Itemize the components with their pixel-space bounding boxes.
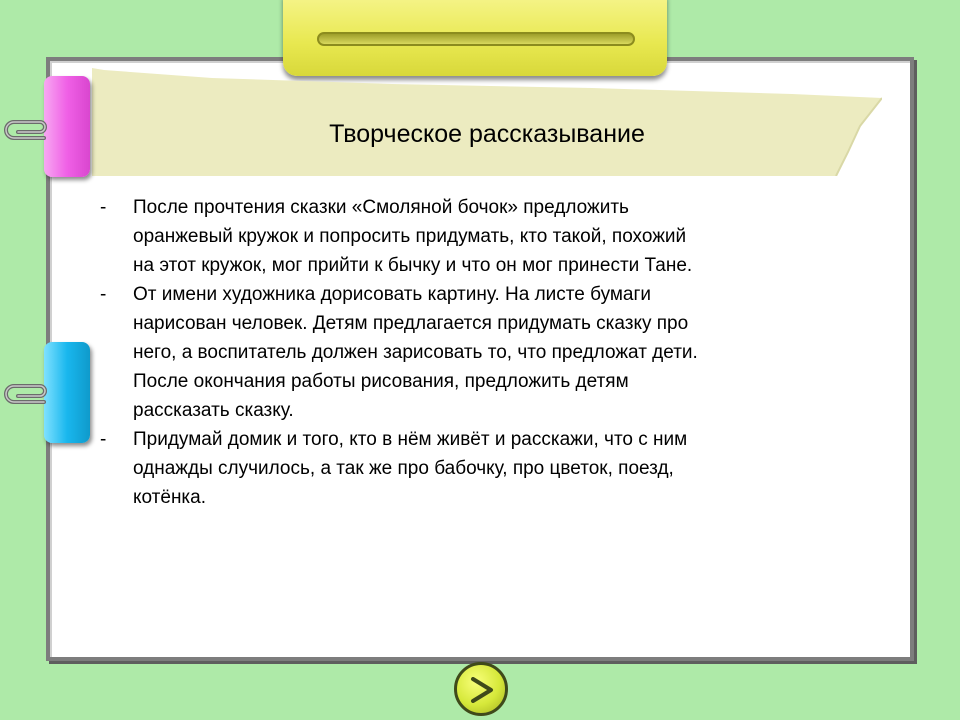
list-item xyxy=(100,193,870,280)
bookmark-tab-cyan xyxy=(44,342,90,443)
next-arrow-icon xyxy=(470,677,494,703)
title-banner xyxy=(92,68,882,176)
list-item xyxy=(100,280,870,425)
paper-clip-icon xyxy=(4,108,48,144)
next-slide-button[interactable] xyxy=(454,662,508,716)
list-item xyxy=(100,425,870,512)
item-line: него, а воспитатель должен зарисовать то, что предложат дети. xyxy=(133,342,698,363)
item-line: оранжевый кружок и попросить придумать, кто такой, похожий xyxy=(133,226,687,247)
page-title: Творческое рассказывание xyxy=(329,120,645,148)
tab-slot xyxy=(317,32,635,46)
item-line: котёнка. xyxy=(133,487,207,508)
bullet-list xyxy=(100,193,870,512)
bookmark-tab-pink xyxy=(44,76,90,177)
bullet-marker: - xyxy=(100,429,107,450)
bullet-marker: - xyxy=(100,284,107,305)
bullet-marker: - xyxy=(100,197,107,218)
item-line: на этот кружок, мог прийти к бычку и что он мог принести Тане. xyxy=(133,255,693,276)
item-line: рассказать сказку. xyxy=(133,400,294,421)
item-line: От имени художника дорисовать картину. На листе бумаги xyxy=(133,284,652,305)
folder-tab-icon xyxy=(283,0,667,76)
item-line: однажды случилось, а так же про бабочку, про цветок, поезд, xyxy=(133,458,674,479)
item-line: Придумай домик и того, кто в нём живёт и расскажи, что с ним xyxy=(133,429,688,450)
item-line: нарисован человек. Детям предлагается придумать сказку про xyxy=(133,313,689,334)
paper-clip-icon xyxy=(4,372,48,408)
item-line: После окончания работы рисования, предложить детям xyxy=(133,371,629,392)
item-line: После прочтения сказки «Смоляной бочок» предложить xyxy=(133,197,629,218)
